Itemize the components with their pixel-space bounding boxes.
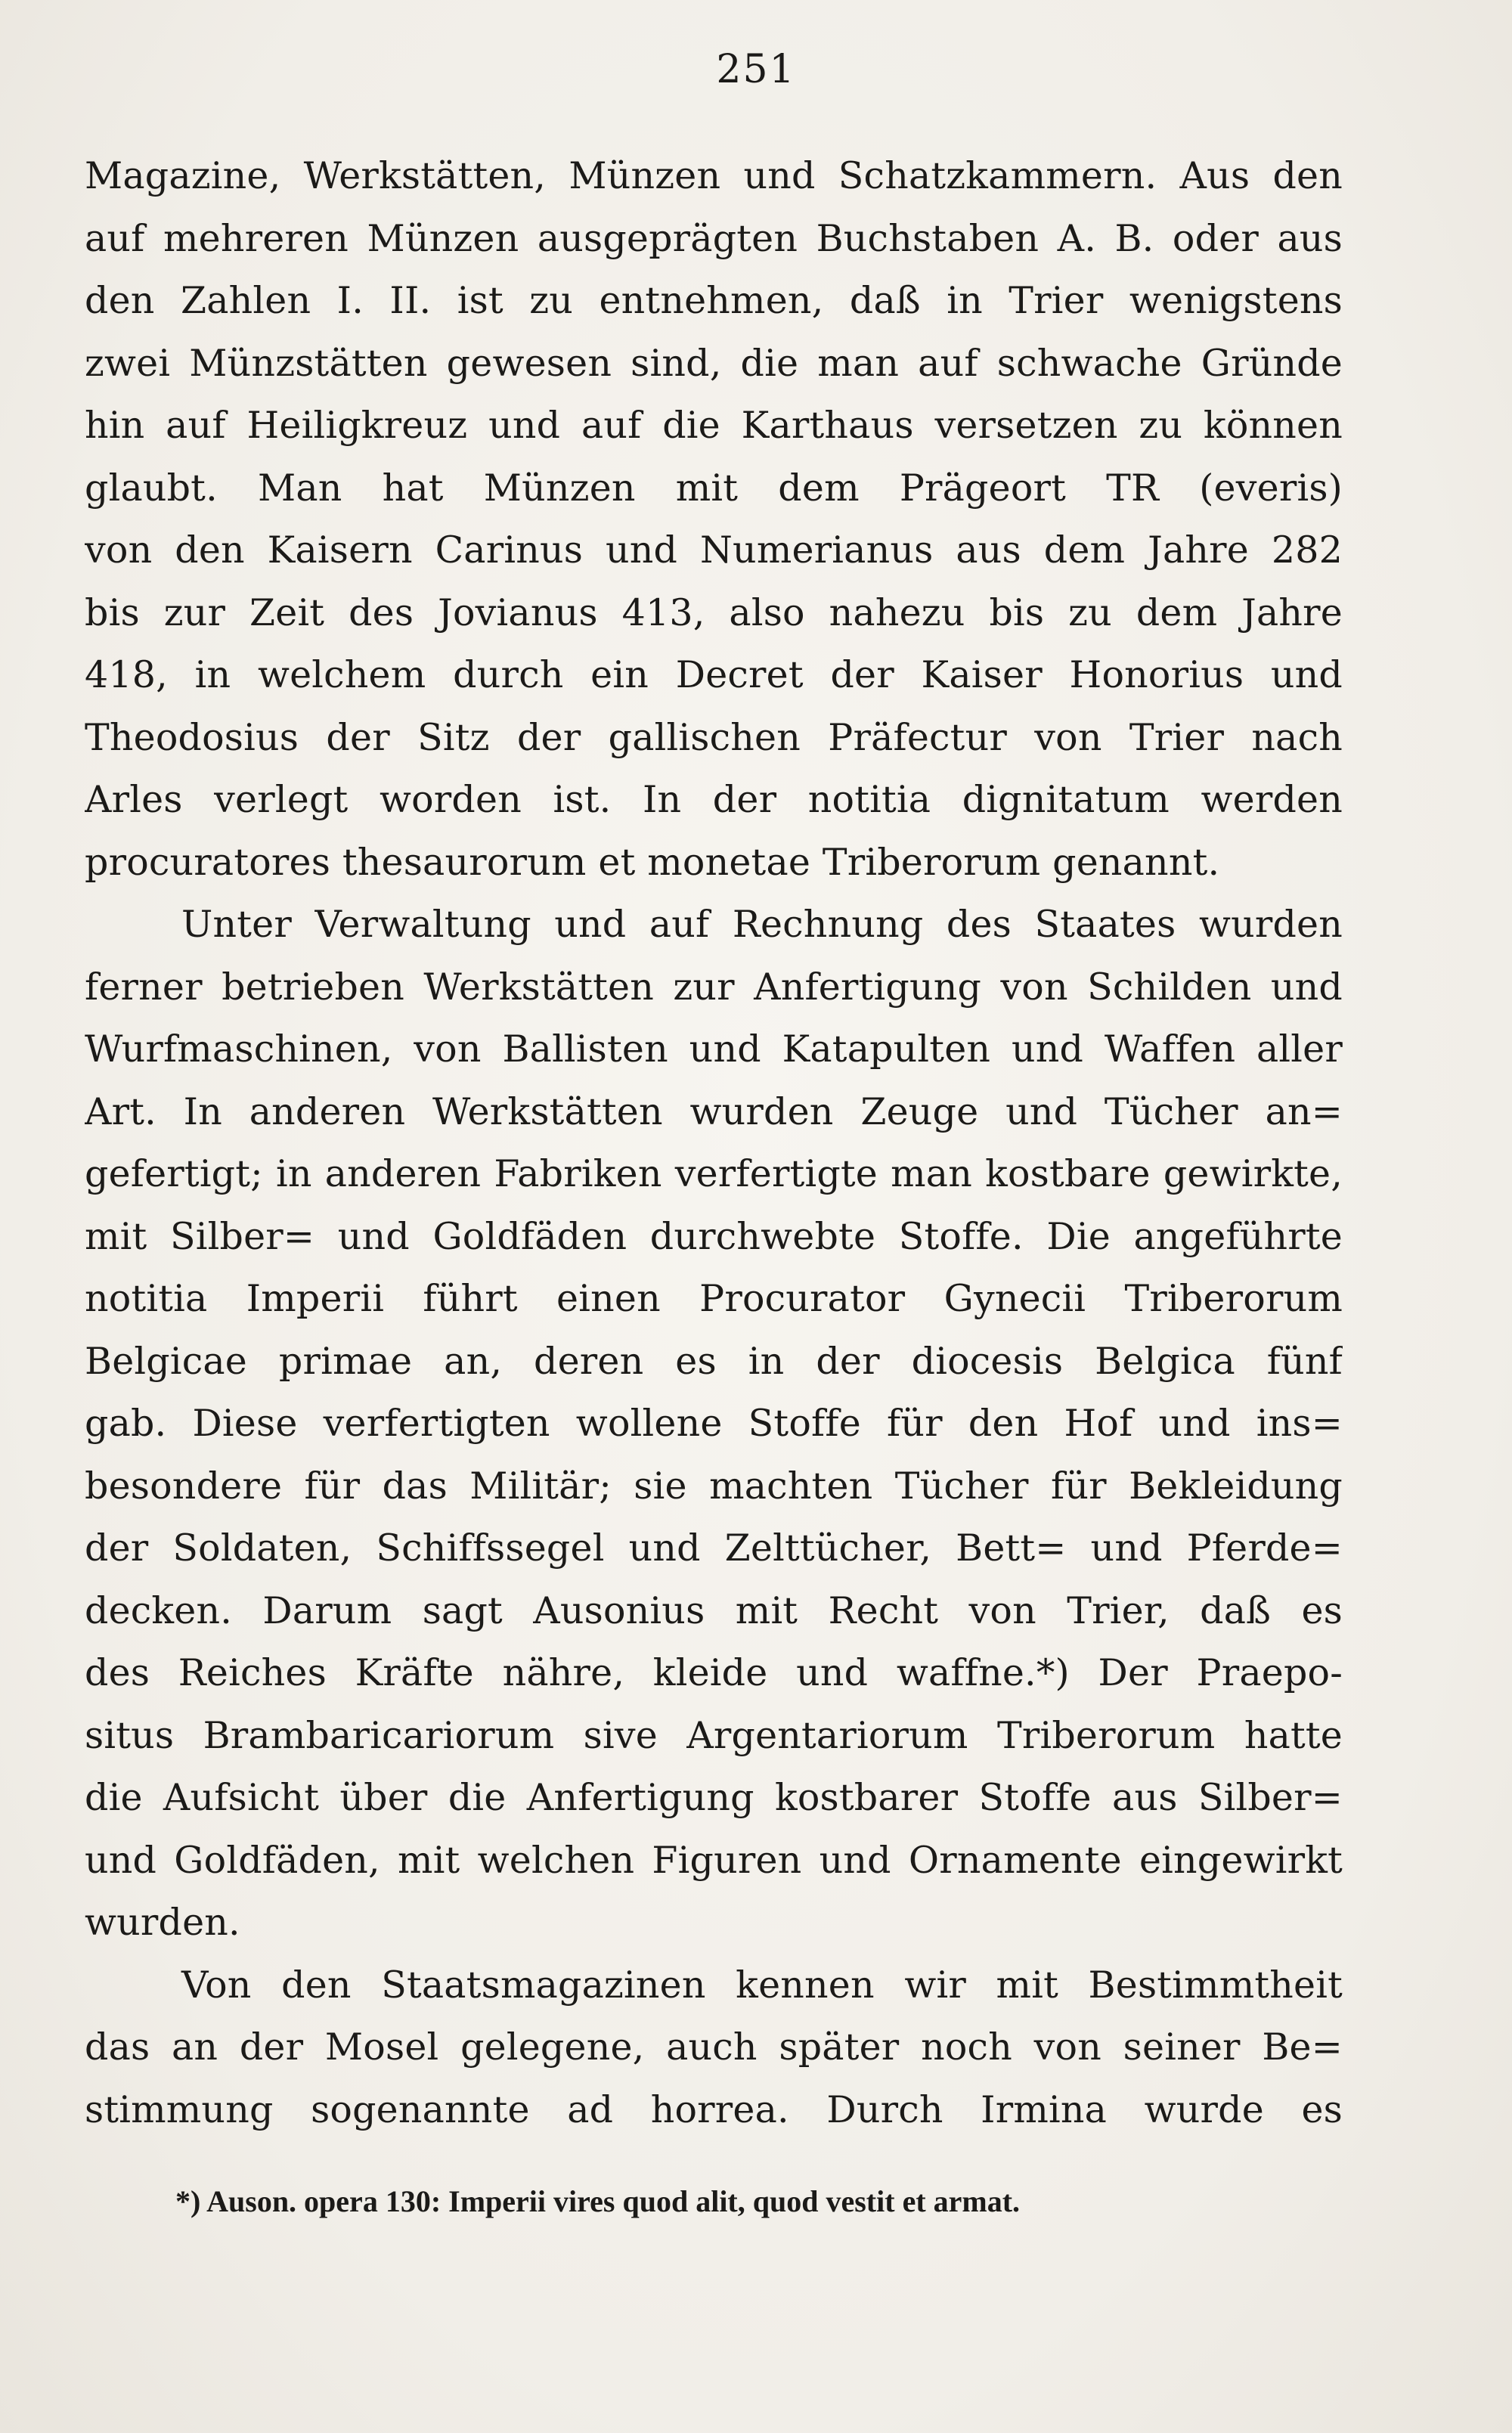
text-line: bis zur Zeit des Jovianus 413, also nahezu bis zu dem Jahre (85, 590, 1343, 634)
text-line: wurden. (85, 1901, 240, 1944)
text-line: und Goldfäden, mit welchen Figuren und Ornamente eingewirkt (85, 1838, 1343, 1882)
text-line: der Soldaten, Schiffssegel und Zelttücher, Bett= und Pferde= (85, 1526, 1343, 1570)
text-line: Arles verlegt worden ist. In der notitia dignitatum werden (85, 778, 1343, 821)
text-line: Art. In anderen Werkstätten wurden Zeuge und Tücher an= (85, 1089, 1343, 1133)
text-line: des Reiches Kräfte nähre, kleide und waffne.*) Der Praepo- (85, 1651, 1343, 1694)
body-text (85, 145, 1343, 2141)
text-line: mit Silber= und Goldfäden durchwebte Stoffe. Die angeführte (85, 1214, 1343, 1258)
text-line: Magazine, Werkstätten, Münzen und Schatzkammern. Aus den (85, 154, 1343, 197)
text-line: gab. Diese verfertigten wollene Stoffe für den Hof und ins= (85, 1402, 1343, 1445)
text-line: decken. Darum sagt Ausonius mit Recht von Trier, daß es (85, 1588, 1343, 1632)
text-line: hin auf Heiligkreuz und auf die Karthaus versetzen zu können (85, 404, 1343, 447)
text-line: glaubt. Man hat Münzen mit dem Prägeort TR (everis) (85, 466, 1343, 510)
text-line: notitia Imperii führt einen Procurator Gynecii Triberorum (85, 1277, 1343, 1320)
text-line: Unter Verwaltung und auf Rechnung des Staates wurden (181, 903, 1343, 946)
text-line: auf mehreren Münzen ausgeprägten Buchstaben A. B. oder aus (85, 216, 1343, 260)
text-line: ferner betrieben Werkstätten zur Anfertigung von Schilden und (85, 965, 1343, 1009)
text-line: stimmung sogenannte ad horrea. Durch Irmina wurde es (85, 2087, 1343, 2131)
text-line: Belgicae primae an, deren es in der diocesis Belgica fünf (85, 1339, 1343, 1383)
text-line: das an der Mosel gelegene, auch später noch von seiner Be= (85, 2025, 1343, 2069)
text-line: procuratores thesaurorum et monetae Triberorum genannt. (85, 840, 1220, 884)
text-line: die Aufsicht über die Anfertigung kostbarer Stoffe aus Silber= (85, 1776, 1343, 1819)
text-line: zwei Münzstätten gewesen sind, die man auf schwache Gründe (85, 341, 1343, 385)
footnote: *) Auson. opera 130: Imperii vires quod alit, quod vestit et armat. (175, 2184, 1021, 2218)
text-line: Theodosius der Sitz der gallischen Präfectur von Trier nach (85, 715, 1343, 759)
text-line: den Zahlen I. II. ist zu entnehmen, daß in Trier wenigstens (85, 279, 1343, 322)
text-line: Wurfmaschinen, von Ballisten und Katapulten und Waffen aller (85, 1027, 1343, 1071)
text-line: situs Brambaricariorum sive Argentariorum Triberorum hatte (85, 1713, 1343, 1757)
text-line: besondere für das Militär; sie machten Tücher für Bekleidung (85, 1464, 1343, 1508)
text-line: von den Kaisern Carinus und Numerianus aus dem Jahre 282 (85, 528, 1343, 572)
text-line: 418, in welchem durch ein Decret der Kaiser Honorius und (85, 653, 1343, 696)
text-line: gefertigt; in anderen Fabriken verfertigte man kostbare gewirkte, (85, 1152, 1343, 1195)
page-number: 251 (716, 47, 796, 92)
text-line: Von den Staatsmagazinen kennen wir mit Bestimmtheit (181, 1963, 1343, 2007)
